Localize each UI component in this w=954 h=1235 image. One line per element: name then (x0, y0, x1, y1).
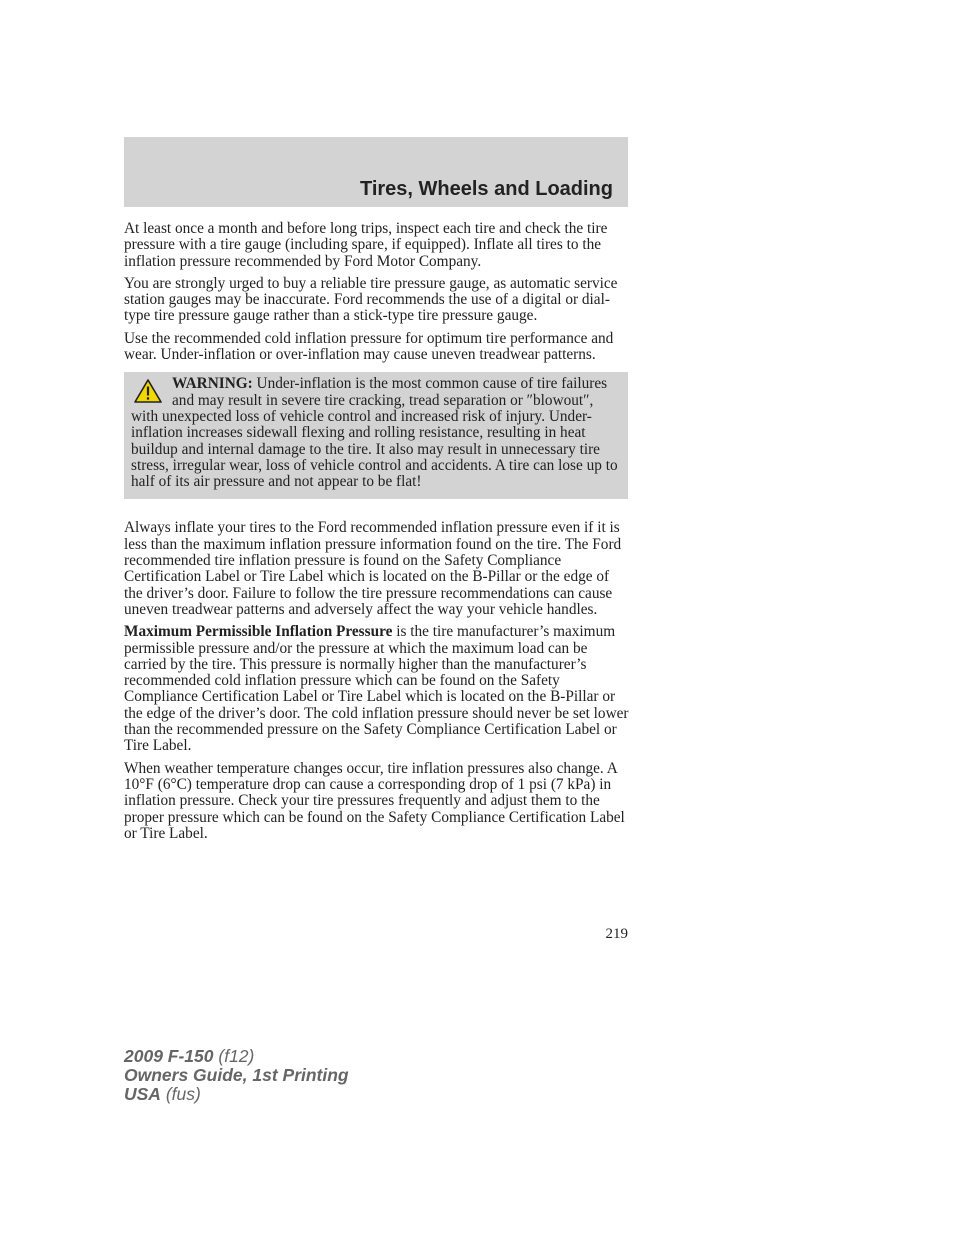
footer-market-code: (fus) (160, 1084, 201, 1104)
footer-model: 2009 F-150 (124, 1046, 214, 1066)
paragraph-cold-inflation: Use the recommended cold inflation pressure for optimum tire performance and wear. Under-inflation or over-inflation may cause uneven treadwear patterns. (124, 329, 614, 364)
footer-model-line (124, 1047, 349, 1066)
warning-box (124, 372, 628, 499)
footer-market: USA (124, 1084, 161, 1104)
paragraph-always-inflate: Always inflate your tires to the Ford recommended inflation pressure even if it is less than the maximum inflation pressure information found on the tire. The Ford recommended tire inflation pressure is found on the Safety Compliance Certification Label or Tire Label which is located on the B-Pillar or the edge of the driver’s door. Failure to follow the tire pressure recommendations can cause uneven treadwear patterns and adversely affect the way your vehicle handles. (124, 519, 622, 618)
footer-model-code: (f12) (213, 1046, 255, 1066)
paragraph-weather-temperature: When weather temperature changes occur, tire inflation pressures also change. A 10°F (6°C) temperature drop can cause a corresponding drop of 1 psi (7 kPa) in inflation pressure. Check your tire pressures frequently and adjust them to the proper pressure which can be found on the Safety Compliance Certification Label or Tire Label. (124, 759, 625, 842)
paragraph-pressure-gauge: You are strongly urged to buy a reliable tire pressure gauge, as automatic service station gauges may be inaccurate. Ford recommends the use of a digital or dial-type tire pressure gauge rather than a stick-type tire pressure gauge. (124, 274, 618, 325)
section-header-band (124, 137, 628, 207)
warning-text (131, 376, 622, 490)
page-content (124, 221, 630, 848)
warning-triangle-icon (133, 378, 163, 404)
footer-market-line (124, 1085, 349, 1104)
warning-label: WARNING: (172, 375, 253, 393)
section-title: Tires, Wheels and Loading (359, 178, 613, 200)
footer-guide-line (124, 1066, 349, 1085)
paragraph-max-permissible (124, 624, 630, 754)
page-number: 219 (605, 926, 628, 942)
max-permissible-body: is the tire manufacturer’s maximum permissible pressure and/or the pressure at which the maximum load can be carried by the tire. This pressure is normally higher than the manufacturer’s recommended cold inflation pressure which can be found on the Safety Compliance Certification Label or Tire Label which is located on the B-Pillar or the edge of the driver’s door. The cold inflation pressure should never be set lower than the recommended pressure on the Safety Compliance Certification Label or Tire Label. (124, 623, 629, 755)
footer-guide: Owners Guide, 1st Printing (124, 1065, 349, 1085)
footer-print-info (124, 1047, 349, 1104)
paragraph-inspect-monthly: At least once a month and before long trips, inspect each tire and check the tire pressure with a tire gauge (including spare, if equipped). Inflate all tires to the inflation pressure recommended by Ford Motor Company. (124, 220, 608, 270)
max-permissible-term: Maximum Permissible Inflation Pressure (124, 623, 393, 641)
warning-body: Under-inflation is the most common cause of tire failures and may result in severe tire cracking, tread separation or ″blowout″, with unexpected loss of vehicle control and increased risk of injury. Under-inflation increases sidewall flexing and rolling resistance, resulting in heat buildup and internal damage to the tire. It also may result in unnecessary tire stress, irregular wear, loss of vehicle control and accidents. A tire can lose up to half of its air pressure and not appear to be flat! (131, 375, 618, 491)
